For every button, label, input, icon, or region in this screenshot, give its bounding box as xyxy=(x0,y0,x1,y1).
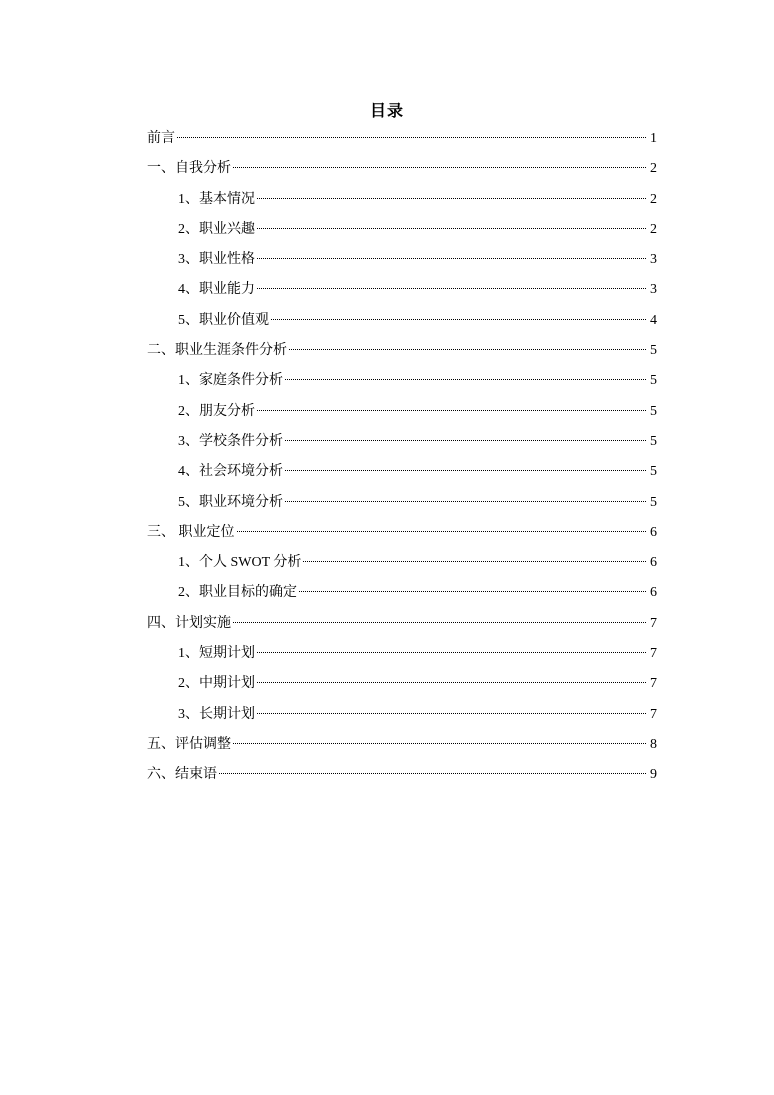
toc-entry[interactable] xyxy=(147,518,657,548)
toc-dot-leader xyxy=(257,228,646,229)
toc-dot-leader xyxy=(233,743,646,744)
toc-dot-leader xyxy=(257,410,646,411)
toc-entry-label: 四、计划实施 xyxy=(147,615,231,631)
toc-dot-leader xyxy=(233,622,646,623)
toc-entry[interactable] xyxy=(147,548,657,578)
toc-dot-leader xyxy=(299,591,646,592)
toc-entry-page-number: 6 xyxy=(650,585,657,601)
toc-entry-page-number: 5 xyxy=(650,433,657,449)
toc-entry-label: 1、基本情况 xyxy=(178,191,255,207)
toc-dot-leader xyxy=(285,440,646,441)
toc-entry-label: 3、学校条件分析 xyxy=(178,433,283,449)
toc-entry[interactable] xyxy=(147,215,657,245)
toc-dot-leader xyxy=(289,349,646,350)
toc-entry-label: 4、职业能力 xyxy=(178,282,255,298)
toc-entry[interactable] xyxy=(147,124,657,154)
toc-entry-label: 前言 xyxy=(147,131,175,146)
toc-entry-page-number: 7 xyxy=(650,615,657,631)
toc-entry-page-number: 5 xyxy=(650,403,657,419)
toc-entry[interactable] xyxy=(147,457,657,487)
toc-entry-page-number: 5 xyxy=(650,464,657,480)
toc-entry-page-number: 7 xyxy=(650,646,657,662)
toc-entry[interactable] xyxy=(147,488,657,518)
toc-entry-label: 2、职业目标的确定 xyxy=(178,585,297,601)
toc-entry-page-number: 7 xyxy=(650,676,657,692)
toc-dot-leader xyxy=(219,773,646,774)
toc-entry[interactable] xyxy=(147,609,657,639)
toc-entry-page-number: 8 xyxy=(650,736,657,752)
toc-entry[interactable] xyxy=(147,306,657,336)
toc-dot-leader xyxy=(271,319,646,320)
toc-dot-leader xyxy=(303,561,646,562)
toc-entry-page-number: 9 xyxy=(650,767,657,783)
toc-entry-label: 三、 职业定位 xyxy=(147,524,235,540)
toc-dot-leader xyxy=(177,137,646,138)
toc-entry-page-number: 5 xyxy=(650,373,657,389)
toc-entry[interactable] xyxy=(147,578,657,608)
toc-entry-page-number: 5 xyxy=(650,494,657,510)
toc-dot-leader xyxy=(257,652,646,653)
toc-title: 目录 xyxy=(369,103,404,120)
toc-entry-label: 3、职业性格 xyxy=(178,252,255,268)
toc-dot-leader xyxy=(237,531,647,532)
toc-dot-leader xyxy=(257,682,646,683)
toc-entry[interactable] xyxy=(147,730,657,760)
toc-entry-label: 1、个人 SWOT 分析 xyxy=(178,555,302,571)
toc-dot-leader xyxy=(257,258,646,259)
toc-entry[interactable] xyxy=(147,669,657,699)
toc-entry-label: 5、职业环境分析 xyxy=(178,494,283,510)
toc-entry-label: 五、评估调整 xyxy=(147,736,231,752)
table-of-contents xyxy=(147,124,657,791)
toc-entry-label: 3、长期计划 xyxy=(178,706,255,722)
toc-entry-label: 2、中期计划 xyxy=(178,676,255,692)
toc-entry-label: 二、职业生涯条件分析 xyxy=(147,343,287,359)
toc-entry-page-number: 2 xyxy=(650,191,657,207)
toc-entry[interactable] xyxy=(147,275,657,305)
toc-entry-label: 六、结束语 xyxy=(147,767,217,783)
toc-entry-page-number: 6 xyxy=(650,524,657,540)
toc-entry-page-number: 3 xyxy=(650,252,657,268)
toc-entry[interactable] xyxy=(147,397,657,427)
toc-entry-page-number: 2 xyxy=(650,161,657,177)
toc-dot-leader xyxy=(233,167,646,168)
toc-entry[interactable] xyxy=(147,185,657,215)
toc-entry[interactable] xyxy=(147,639,657,669)
toc-entry-label: 1、家庭条件分析 xyxy=(178,373,283,389)
toc-entry[interactable] xyxy=(147,700,657,730)
toc-dot-leader xyxy=(257,288,646,289)
toc-entry-page-number: 2 xyxy=(650,221,657,237)
toc-entry-page-number: 5 xyxy=(650,343,657,359)
toc-dot-leader xyxy=(285,379,646,380)
toc-entry-page-number: 3 xyxy=(650,282,657,298)
toc-entry[interactable] xyxy=(147,245,657,275)
toc-entry-label: 一、自我分析 xyxy=(147,161,231,177)
toc-entry[interactable] xyxy=(147,154,657,184)
toc-entry-label: 1、短期计划 xyxy=(178,646,255,662)
toc-entry-label: 2、朋友分析 xyxy=(178,403,255,419)
toc-entry-page-number: 6 xyxy=(650,555,657,571)
toc-entry[interactable] xyxy=(147,427,657,457)
toc-entry[interactable] xyxy=(147,366,657,396)
toc-entry[interactable] xyxy=(147,336,657,366)
toc-dot-leader xyxy=(257,713,646,714)
toc-dot-leader xyxy=(285,501,646,502)
toc-entry-page-number: 4 xyxy=(650,312,657,328)
toc-dot-leader xyxy=(257,198,646,199)
toc-entry-page-number: 7 xyxy=(650,706,657,722)
toc-entry-label: 4、社会环境分析 xyxy=(178,464,283,480)
toc-entry[interactable] xyxy=(147,760,657,790)
toc-entry-page-number: 1 xyxy=(650,131,657,146)
toc-dot-leader xyxy=(285,470,646,471)
toc-entry-label: 2、职业兴趣 xyxy=(178,221,255,237)
toc-entry-label: 5、职业价值观 xyxy=(178,312,269,328)
